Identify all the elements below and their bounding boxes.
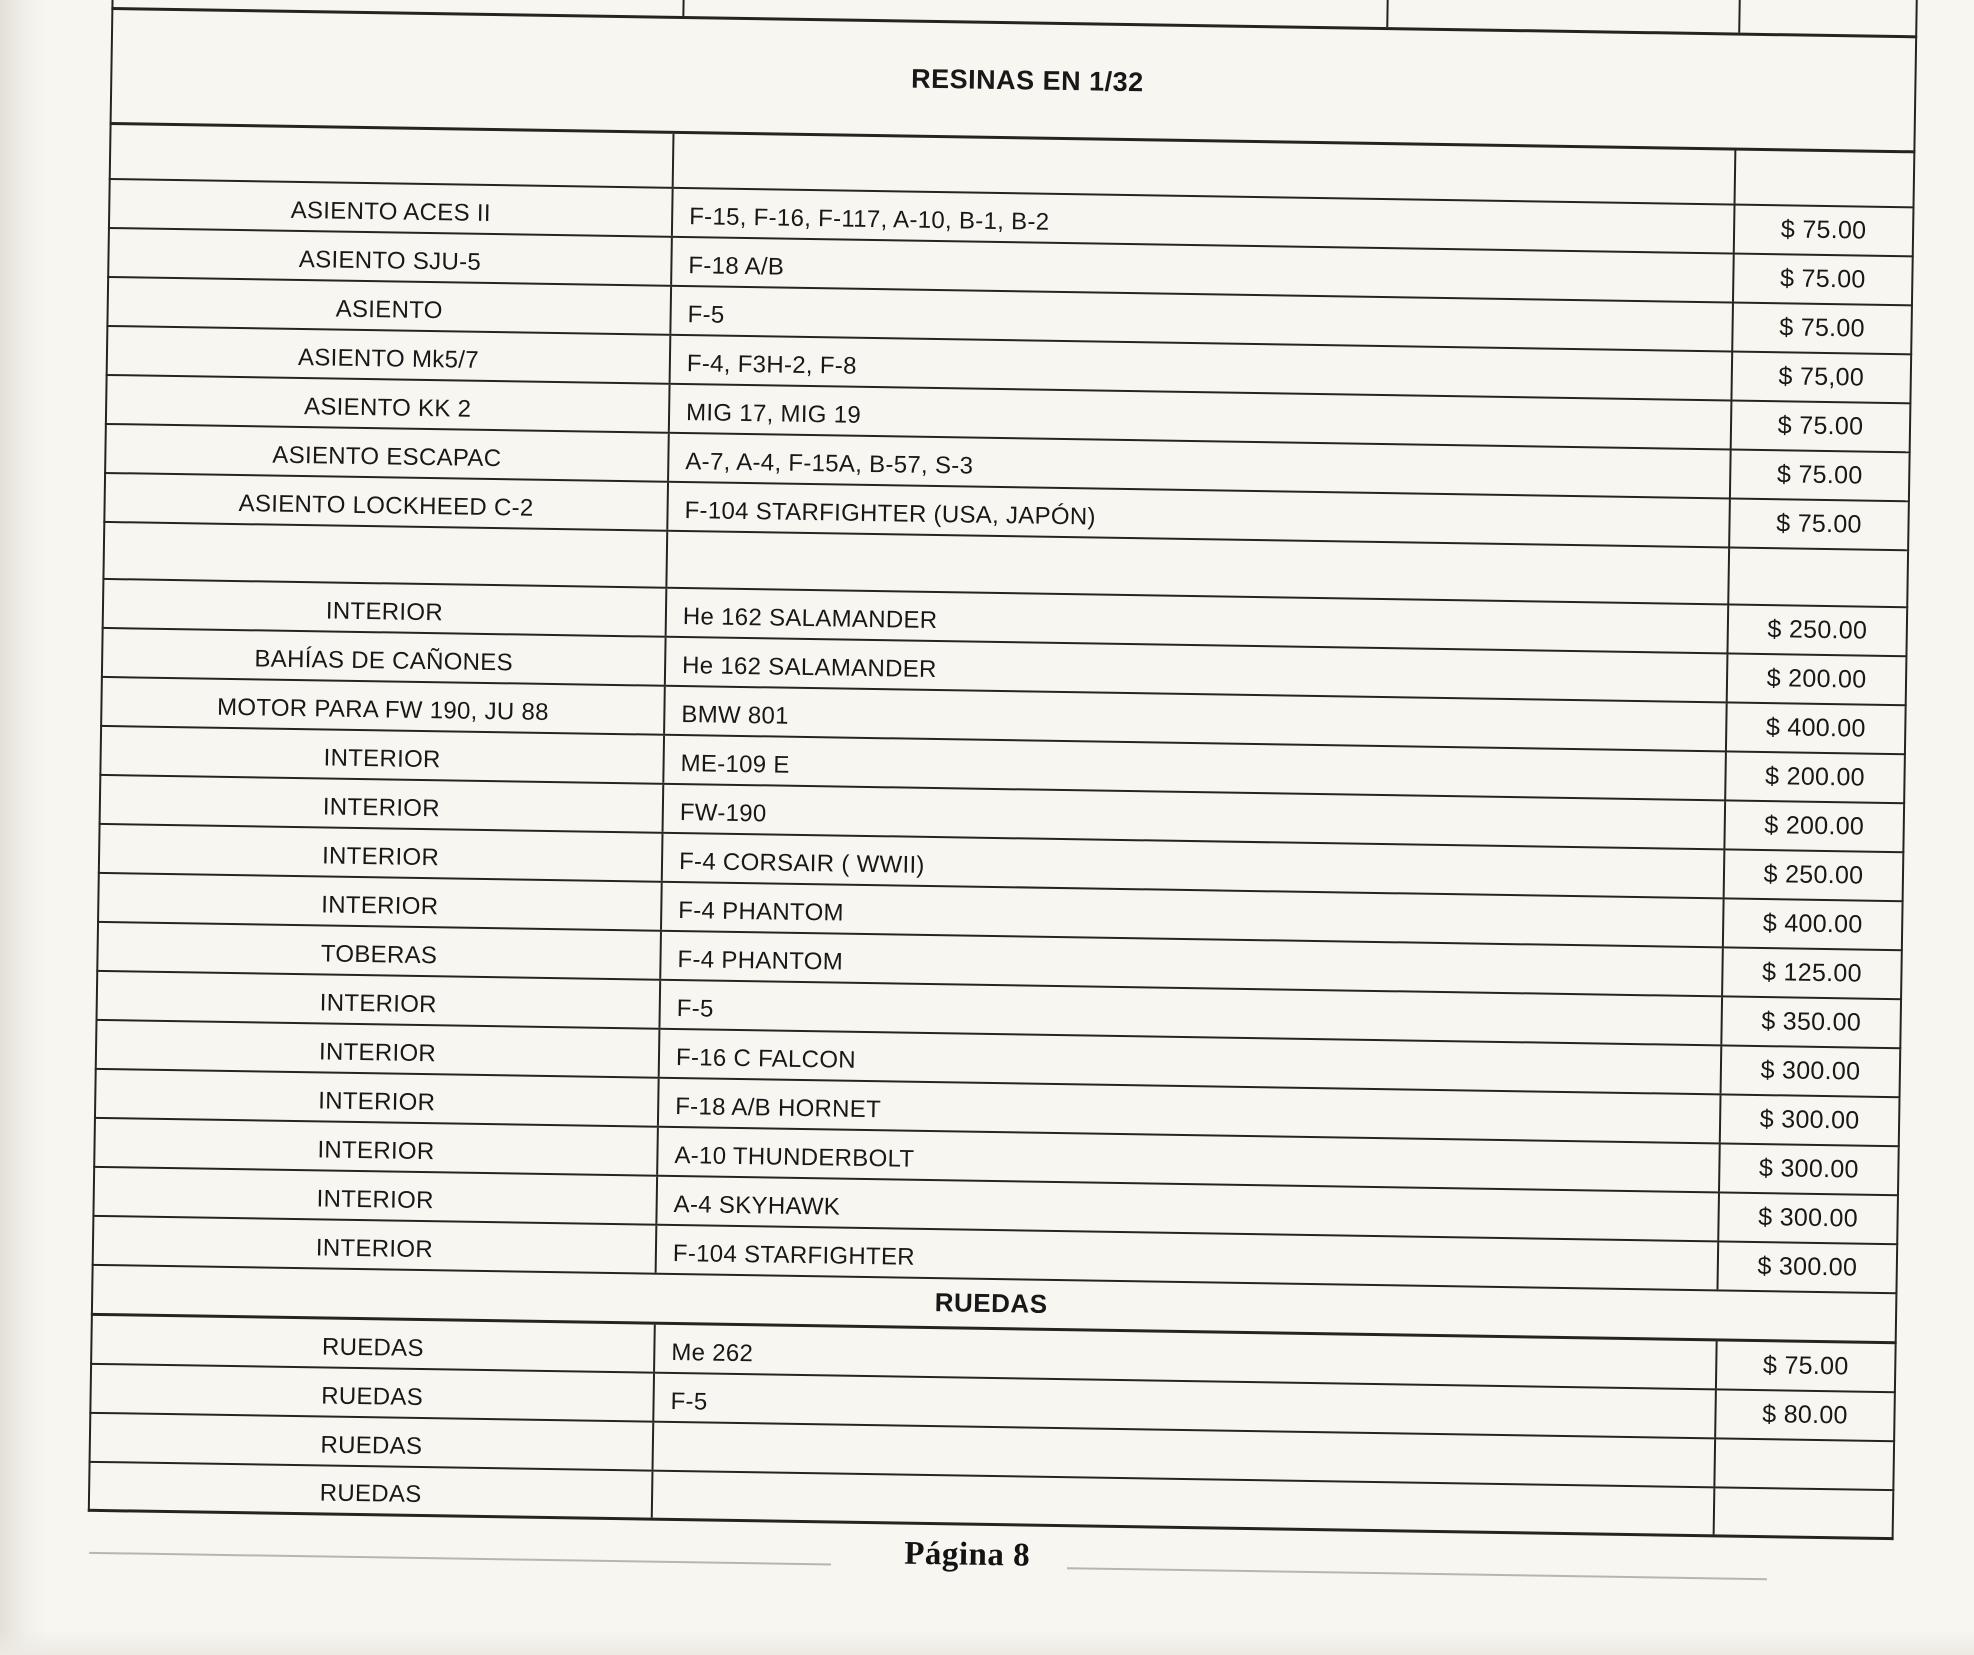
item-name-cell-text: RUEDAS: [320, 1382, 424, 1412]
price-cell: [1716, 1242, 1896, 1292]
item-name-cell-text: RUEDAS: [320, 1431, 423, 1461]
price-cell: [1729, 450, 1909, 500]
item-name-cell: [98, 923, 662, 979]
price-cell: [1726, 654, 1906, 704]
price-header-cell: [1734, 151, 1914, 207]
column-divider-line: [1386, 0, 1389, 27]
wheels-section: [88, 1316, 1897, 1540]
item-name-cell: [107, 376, 671, 432]
page-number: Página 8: [903, 1535, 1031, 1574]
models-cell-text: F-5: [676, 995, 714, 1023]
item-name-cell: [97, 1021, 661, 1077]
price-cell: [1720, 1046, 1900, 1096]
price-cell: [1723, 801, 1903, 851]
models-cell-text: F-4, F3H-2, F-8: [686, 350, 857, 380]
item-name-cell: [96, 1070, 660, 1126]
item-name-cell: [106, 425, 670, 481]
price-cell-text: $ 200.00: [1764, 811, 1865, 841]
price-cell-text: $ 75.00: [1779, 264, 1866, 294]
price-cell-text: $ 200.00: [1764, 762, 1866, 792]
price-cell-text: $ 200.00: [1766, 664, 1867, 694]
item-name-cell-text: INTERIOR: [323, 744, 441, 774]
price-cell-text: $ 350.00: [1761, 1007, 1862, 1037]
price-cell-text: $ 250.00: [1767, 615, 1868, 645]
item-name-cell: [104, 580, 668, 636]
price-cell: [1725, 703, 1905, 753]
item-name-cell: [103, 629, 667, 685]
price-cell-text: $ 300.00: [1758, 1203, 1859, 1233]
item-name-cell-text: INTERIOR: [321, 891, 439, 921]
item-name-cell-text: INTERIOR: [316, 1185, 434, 1215]
price-cell: [1728, 499, 1908, 549]
item-name-cell: [94, 1168, 658, 1224]
price-cell: [1730, 401, 1910, 451]
models-cell-text: ME-109 E: [680, 750, 790, 779]
models-cell-text: He 162 SALAMANDER: [681, 652, 937, 684]
column-divider-line: [1738, 0, 1741, 33]
item-name-cell: [91, 1365, 655, 1421]
item-name-cell: [108, 278, 672, 334]
price-cell-text: $ 400.00: [1765, 713, 1866, 743]
models-cell-text: F-5: [670, 1387, 708, 1416]
price-cell: [1714, 1390, 1894, 1440]
price-cell-text: $ 75.00: [1762, 1351, 1849, 1381]
item-name-cell-text: TOBERAS: [320, 940, 438, 970]
price-cell-text: $ 80.00: [1762, 1400, 1848, 1430]
price-cell: [1713, 1439, 1893, 1489]
item-name-cell-text: INTERIOR: [315, 1234, 434, 1264]
price-cell-text: $ 300.00: [1759, 1105, 1860, 1135]
item-name-cell: [94, 1217, 658, 1273]
price-cell: [1733, 205, 1913, 255]
price-cell-text: $ 75.00: [1777, 411, 1864, 441]
item-name-cell-text: INTERIOR: [318, 1087, 436, 1117]
price-cell-text: $ 300.00: [1760, 1056, 1861, 1086]
seats-section: [103, 180, 1914, 551]
item-name-cell: [90, 1463, 654, 1518]
price-cell-text: $ 300.00: [1757, 1252, 1858, 1282]
item-name-cell: [91, 1414, 655, 1470]
price-cell-text: $ 125.00: [1761, 958, 1863, 988]
price-cell: [1722, 899, 1902, 949]
item-name-cell-text: ASIENTO LOCKHEED C-2: [238, 490, 534, 522]
footer-rule-left: [89, 1552, 831, 1566]
price-cell-text: $ 400.00: [1762, 909, 1863, 939]
models-cell-text: F-18 A/B HORNET: [675, 1092, 882, 1124]
item-name-cell-text: INTERIOR: [321, 842, 440, 872]
item-name-header-cell: [111, 125, 675, 187]
scanned-price-list-page: [88, 0, 1918, 1574]
models-cell-text: F-4 PHANTOM: [677, 946, 844, 976]
item-name-cell: [100, 825, 664, 881]
models-cell-text: F-104 STARFIGHTER: [672, 1239, 916, 1271]
price-cell: [1721, 948, 1901, 998]
item-name-cell-text: BAHÍAS DE CAÑONES: [254, 645, 514, 677]
price-cell-text: $ 75.00: [1779, 313, 1866, 343]
item-name-cell-text: ASIENTO ESCAPAC: [272, 441, 502, 473]
interiors-section: [92, 580, 1909, 1294]
wheels-section-title: RUEDAS: [934, 1287, 1048, 1319]
price-cell: [1727, 548, 1907, 606]
item-name-cell-text: INTERIOR: [318, 1038, 437, 1068]
models-cell-text: MIG 17, MIG 19: [685, 399, 862, 429]
item-name-cell: [98, 972, 662, 1028]
price-cell: [1726, 605, 1906, 655]
item-name-cell-text: ASIENTO KK 2: [303, 393, 472, 423]
item-name-cell: [101, 727, 665, 783]
models-cell-text: A-10 THUNDERBOLT: [674, 1141, 915, 1173]
models-cell-text: Me 262: [671, 1338, 754, 1368]
item-name-cell-text: INTERIOR: [322, 793, 441, 823]
models-cell-text: F-5: [687, 301, 725, 329]
models-cell-text: F-104 STARFIGHTER (USA, JAPÓN): [684, 497, 1097, 531]
item-name-cell-text: INTERIOR: [325, 597, 444, 627]
models-cell-text: F-16 C FALCON: [675, 1043, 857, 1074]
footer-rule-right: [1067, 1567, 1767, 1580]
price-cell: [1732, 254, 1912, 304]
price-cell-text: $ 300.00: [1758, 1154, 1859, 1184]
item-name-cell-text: RUEDAS: [319, 1479, 422, 1509]
price-cell-text: $ 75.00: [1780, 215, 1867, 245]
item-name-cell-text: ASIENTO SJU-5: [298, 245, 482, 276]
item-name-cell: [105, 474, 669, 530]
price-cell-text: $ 75,00: [1778, 362, 1865, 392]
column-divider-line: [682, 0, 685, 16]
item-name-cell: [109, 229, 673, 285]
price-cell: [1717, 1193, 1897, 1243]
models-cell-text: A-4 SKYHAWK: [673, 1190, 841, 1221]
table-title: RESINAS EN 1/32: [910, 63, 1144, 97]
item-name-cell: [95, 1119, 659, 1175]
item-name-cell-text: INTERIOR: [317, 1136, 435, 1166]
price-cell-text: $ 250.00: [1763, 860, 1864, 890]
page-footer: [87, 1523, 1894, 1611]
price-cell: [1713, 1488, 1893, 1537]
item-name-cell: [104, 523, 668, 587]
item-name-cell-text: RUEDAS: [321, 1333, 425, 1363]
item-name-cell: [108, 327, 672, 383]
price-cell: [1720, 997, 1900, 1047]
models-cell-text: A-7, A-4, F-15A, B-57, S-3: [685, 448, 974, 480]
models-cell-text: F-4 PHANTOM: [678, 897, 845, 927]
item-name-cell: [102, 678, 666, 734]
models-cell-text: F-18 A/B: [688, 252, 785, 281]
models-cell-text: He 162 SALAMANDER: [682, 603, 938, 635]
models-cell-text: FW-190: [679, 799, 767, 828]
models-cell-text: F-15, F-16, F-117, A-10, B-1, B-2: [688, 203, 1050, 236]
price-cell-text: $ 75.00: [1776, 460, 1863, 490]
price-cell-text: $ 75.00: [1776, 509, 1862, 539]
price-cell: [1723, 850, 1903, 900]
models-cell-text: F-4 CORSAIR ( WWII): [678, 848, 925, 879]
item-name-cell: [110, 180, 674, 236]
price-cell: [1730, 352, 1910, 402]
price-cell: [1715, 1341, 1895, 1391]
item-name-cell: [99, 874, 663, 930]
price-cell: [1718, 1144, 1898, 1194]
item-name-cell-text: ASIENTO: [335, 295, 443, 325]
item-name-cell-text: ASIENTO Mk5/7: [297, 343, 480, 374]
item-name-cell: [92, 1316, 656, 1372]
price-cell: [1731, 303, 1911, 353]
price-cell: [1724, 752, 1904, 802]
item-name-cell-text: MOTOR PARA FW 190, JU 88: [216, 693, 549, 726]
item-name-cell: [101, 776, 665, 832]
models-cell-text: BMW 801: [681, 701, 790, 730]
item-name-cell-text: ASIENTO ACES II: [290, 196, 491, 227]
item-name-cell-text: INTERIOR: [319, 989, 438, 1019]
price-cell: [1719, 1095, 1899, 1145]
